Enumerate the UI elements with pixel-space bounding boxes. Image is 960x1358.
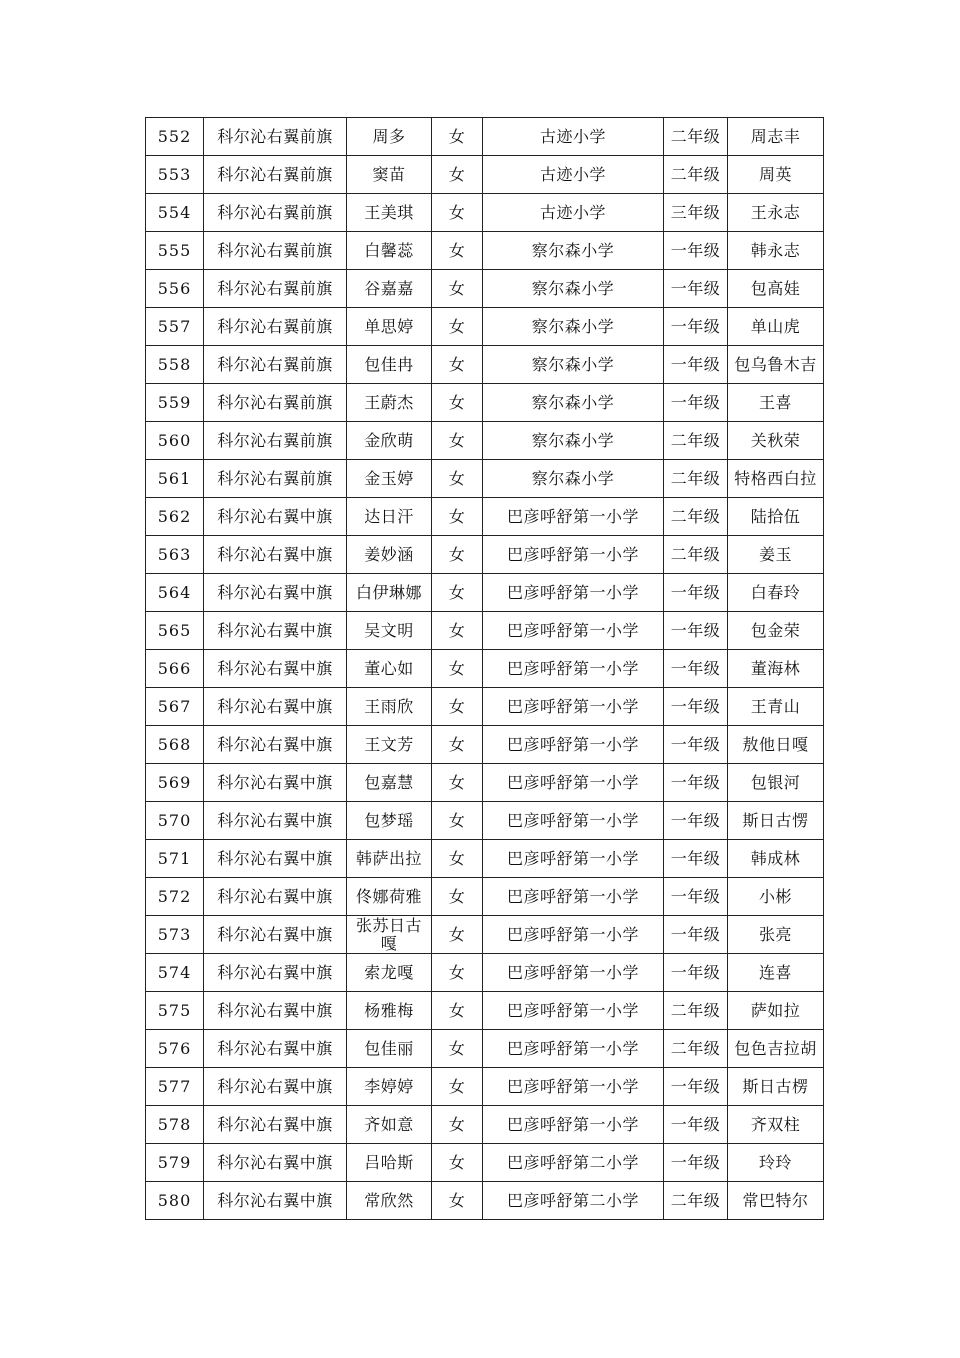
table-row	[146, 498, 824, 536]
school-cell: 古迹小学	[483, 156, 664, 194]
table-row	[146, 460, 824, 498]
county-cell: 科尔沁右翼中旗	[204, 916, 347, 954]
county-cell: 科尔沁右翼中旗	[204, 1144, 347, 1182]
school-cell: 巴彦呼舒第一小学	[483, 764, 664, 802]
grade-cell: 一年级	[664, 346, 728, 384]
guardian-name-cell: 姜玉	[728, 536, 824, 574]
table-row	[146, 650, 824, 688]
school-cell: 巴彦呼舒第二小学	[483, 1182, 664, 1220]
guardian-name-cell: 玲玲	[728, 1144, 824, 1182]
county-cell: 科尔沁右翼中旗	[204, 1106, 347, 1144]
student-name-cell: 金玉婷	[347, 460, 432, 498]
guardian-name-cell: 齐双柱	[728, 1106, 824, 1144]
row-number-cell: 579	[146, 1144, 204, 1182]
county-cell: 科尔沁右翼前旗	[204, 422, 347, 460]
school-cell: 察尔森小学	[483, 460, 664, 498]
guardian-name-cell: 周英	[728, 156, 824, 194]
gender-cell: 女	[432, 270, 483, 308]
county-cell: 科尔沁右翼中旗	[204, 726, 347, 764]
school-cell: 巴彦呼舒第一小学	[483, 992, 664, 1030]
guardian-name-cell: 包色吉拉胡	[728, 1030, 824, 1068]
table-row	[146, 308, 824, 346]
roster-body	[146, 118, 824, 1220]
table-row	[146, 1182, 824, 1220]
row-number-cell: 572	[146, 878, 204, 916]
grade-cell: 一年级	[664, 384, 728, 422]
grade-cell: 二年级	[664, 498, 728, 536]
school-cell: 巴彦呼舒第一小学	[483, 726, 664, 764]
student-name-cell: 包佳丽	[347, 1030, 432, 1068]
school-cell: 巴彦呼舒第一小学	[483, 498, 664, 536]
grade-cell: 一年级	[664, 650, 728, 688]
gender-cell: 女	[432, 118, 483, 156]
grade-cell: 一年级	[664, 1068, 728, 1106]
school-cell: 巴彦呼舒第一小学	[483, 1068, 664, 1106]
gender-cell: 女	[432, 194, 483, 232]
student-name-cell: 张苏日古嘎	[347, 916, 432, 954]
school-cell: 巴彦呼舒第二小学	[483, 1144, 664, 1182]
student-name-cell: 常欣然	[347, 1182, 432, 1220]
gender-cell: 女	[432, 1068, 483, 1106]
student-name-cell: 包嘉慧	[347, 764, 432, 802]
grade-cell: 一年级	[664, 688, 728, 726]
grade-cell: 一年级	[664, 1144, 728, 1182]
school-cell: 察尔森小学	[483, 308, 664, 346]
gender-cell: 女	[432, 384, 483, 422]
student-name-cell: 索龙嘎	[347, 954, 432, 992]
table-row	[146, 536, 824, 574]
guardian-name-cell: 关秋荣	[728, 422, 824, 460]
gender-cell: 女	[432, 536, 483, 574]
table-row	[146, 156, 824, 194]
guardian-name-cell: 韩永志	[728, 232, 824, 270]
row-number-cell: 569	[146, 764, 204, 802]
grade-cell: 一年级	[664, 802, 728, 840]
county-cell: 科尔沁右翼前旗	[204, 270, 347, 308]
gender-cell: 女	[432, 992, 483, 1030]
grade-cell: 二年级	[664, 422, 728, 460]
county-cell: 科尔沁右翼中旗	[204, 574, 347, 612]
student-name-cell: 包佳冉	[347, 346, 432, 384]
table-row	[146, 916, 824, 954]
table-row	[146, 194, 824, 232]
school-cell: 巴彦呼舒第一小学	[483, 536, 664, 574]
student-name-cell: 齐如意	[347, 1106, 432, 1144]
guardian-name-cell: 王喜	[728, 384, 824, 422]
school-cell: 巴彦呼舒第一小学	[483, 1030, 664, 1068]
school-cell: 察尔森小学	[483, 384, 664, 422]
gender-cell: 女	[432, 726, 483, 764]
row-number-cell: 558	[146, 346, 204, 384]
student-name-cell: 姜妙涵	[347, 536, 432, 574]
row-number-cell: 575	[146, 992, 204, 1030]
county-cell: 科尔沁右翼前旗	[204, 194, 347, 232]
row-number-cell: 559	[146, 384, 204, 422]
gender-cell: 女	[432, 346, 483, 384]
school-cell: 巴彦呼舒第一小学	[483, 574, 664, 612]
gender-cell: 女	[432, 650, 483, 688]
table-row	[146, 270, 824, 308]
grade-cell: 一年级	[664, 574, 728, 612]
table-row	[146, 840, 824, 878]
student-name-cell: 周多	[347, 118, 432, 156]
table-row	[146, 1106, 824, 1144]
county-cell: 科尔沁右翼前旗	[204, 118, 347, 156]
guardian-name-cell: 包银河	[728, 764, 824, 802]
gender-cell: 女	[432, 802, 483, 840]
table-row	[146, 802, 824, 840]
county-cell: 科尔沁右翼中旗	[204, 1068, 347, 1106]
grade-cell: 一年级	[664, 726, 728, 764]
row-number-cell: 563	[146, 536, 204, 574]
gender-cell: 女	[432, 460, 483, 498]
student-name-cell: 杨雅梅	[347, 992, 432, 1030]
grade-cell: 一年级	[664, 764, 728, 802]
table-row	[146, 612, 824, 650]
student-name-cell: 单思婷	[347, 308, 432, 346]
row-number-cell: 577	[146, 1068, 204, 1106]
county-cell: 科尔沁右翼前旗	[204, 232, 347, 270]
guardian-name-cell: 王青山	[728, 688, 824, 726]
table-row	[146, 384, 824, 422]
row-number-cell: 557	[146, 308, 204, 346]
guardian-name-cell: 萨如拉	[728, 992, 824, 1030]
gender-cell: 女	[432, 878, 483, 916]
gender-cell: 女	[432, 308, 483, 346]
county-cell: 科尔沁右翼中旗	[204, 878, 347, 916]
gender-cell: 女	[432, 764, 483, 802]
student-name-cell: 佟娜荷雅	[347, 878, 432, 916]
student-name-cell: 白馨蕊	[347, 232, 432, 270]
guardian-name-cell: 包高娃	[728, 270, 824, 308]
school-cell: 古迹小学	[483, 118, 664, 156]
table-row	[146, 1144, 824, 1182]
table-row	[146, 726, 824, 764]
student-name-cell: 王文芳	[347, 726, 432, 764]
student-name-cell: 李婷婷	[347, 1068, 432, 1106]
county-cell: 科尔沁右翼前旗	[204, 156, 347, 194]
gender-cell: 女	[432, 422, 483, 460]
school-cell: 巴彦呼舒第一小学	[483, 802, 664, 840]
gender-cell: 女	[432, 232, 483, 270]
student-name-cell: 吕哈斯	[347, 1144, 432, 1182]
table-row	[146, 346, 824, 384]
school-cell: 巴彦呼舒第一小学	[483, 1106, 664, 1144]
row-number-cell: 578	[146, 1106, 204, 1144]
guardian-name-cell: 小彬	[728, 878, 824, 916]
gender-cell: 女	[432, 688, 483, 726]
grade-cell: 一年级	[664, 878, 728, 916]
grade-cell: 二年级	[664, 118, 728, 156]
guardian-name-cell: 韩成林	[728, 840, 824, 878]
guardian-name-cell: 包乌鲁木吉	[728, 346, 824, 384]
row-number-cell: 574	[146, 954, 204, 992]
student-name-cell: 吴文明	[347, 612, 432, 650]
gender-cell: 女	[432, 954, 483, 992]
row-number-cell: 556	[146, 270, 204, 308]
school-cell: 巴彦呼舒第一小学	[483, 954, 664, 992]
school-cell: 巴彦呼舒第一小学	[483, 878, 664, 916]
table-row	[146, 954, 824, 992]
row-number-cell: 562	[146, 498, 204, 536]
guardian-name-cell: 斯日古楞	[728, 1068, 824, 1106]
county-cell: 科尔沁右翼中旗	[204, 992, 347, 1030]
row-number-cell: 564	[146, 574, 204, 612]
gender-cell: 女	[432, 1182, 483, 1220]
county-cell: 科尔沁右翼前旗	[204, 384, 347, 422]
row-number-cell: 553	[146, 156, 204, 194]
grade-cell: 二年级	[664, 156, 728, 194]
table-row	[146, 422, 824, 460]
county-cell: 科尔沁右翼前旗	[204, 346, 347, 384]
grade-cell: 二年级	[664, 1182, 728, 1220]
grade-cell: 一年级	[664, 270, 728, 308]
student-name-cell: 王雨欣	[347, 688, 432, 726]
school-cell: 察尔森小学	[483, 422, 664, 460]
row-number-cell: 570	[146, 802, 204, 840]
row-number-cell: 573	[146, 916, 204, 954]
grade-cell: 一年级	[664, 232, 728, 270]
table-row	[146, 878, 824, 916]
student-name-cell: 金欣萌	[347, 422, 432, 460]
gender-cell: 女	[432, 1144, 483, 1182]
student-name-cell: 韩萨出拉	[347, 840, 432, 878]
county-cell: 科尔沁右翼中旗	[204, 612, 347, 650]
student-name-cell: 白伊琳娜	[347, 574, 432, 612]
grade-cell: 二年级	[664, 536, 728, 574]
table-row	[146, 992, 824, 1030]
school-cell: 察尔森小学	[483, 232, 664, 270]
school-cell: 巴彦呼舒第一小学	[483, 916, 664, 954]
student-name-cell: 王美琪	[347, 194, 432, 232]
guardian-name-cell: 特格西白拉	[728, 460, 824, 498]
gender-cell: 女	[432, 612, 483, 650]
guardian-name-cell: 连喜	[728, 954, 824, 992]
guardian-name-cell: 斯日古愣	[728, 802, 824, 840]
gender-cell: 女	[432, 498, 483, 536]
student-name-cell: 谷嘉嘉	[347, 270, 432, 308]
gender-cell: 女	[432, 916, 483, 954]
guardian-name-cell: 陆拾伍	[728, 498, 824, 536]
table-row	[146, 574, 824, 612]
guardian-name-cell: 周志丰	[728, 118, 824, 156]
grade-cell: 一年级	[664, 612, 728, 650]
county-cell: 科尔沁右翼中旗	[204, 1030, 347, 1068]
row-number-cell: 560	[146, 422, 204, 460]
county-cell: 科尔沁右翼前旗	[204, 308, 347, 346]
guardian-name-cell: 包金荣	[728, 612, 824, 650]
guardian-name-cell: 王永志	[728, 194, 824, 232]
row-number-cell: 568	[146, 726, 204, 764]
county-cell: 科尔沁右翼中旗	[204, 688, 347, 726]
row-number-cell: 566	[146, 650, 204, 688]
student-name-cell: 达日汗	[347, 498, 432, 536]
guardian-name-cell: 董海林	[728, 650, 824, 688]
grade-cell: 一年级	[664, 308, 728, 346]
gender-cell: 女	[432, 156, 483, 194]
county-cell: 科尔沁右翼中旗	[204, 650, 347, 688]
guardian-name-cell: 常巴特尔	[728, 1182, 824, 1220]
student-name-cell: 王蔚杰	[347, 384, 432, 422]
row-number-cell: 571	[146, 840, 204, 878]
table-row	[146, 1068, 824, 1106]
county-cell: 科尔沁右翼中旗	[204, 954, 347, 992]
table-row	[146, 1030, 824, 1068]
county-cell: 科尔沁右翼中旗	[204, 802, 347, 840]
student-roster-table	[145, 117, 824, 1220]
table-row	[146, 118, 824, 156]
grade-cell: 二年级	[664, 1030, 728, 1068]
student-name-cell: 包梦瑶	[347, 802, 432, 840]
guardian-name-cell: 张亮	[728, 916, 824, 954]
gender-cell: 女	[432, 840, 483, 878]
table-row	[146, 232, 824, 270]
grade-cell: 一年级	[664, 1106, 728, 1144]
row-number-cell: 565	[146, 612, 204, 650]
county-cell: 科尔沁右翼中旗	[204, 536, 347, 574]
grade-cell: 二年级	[664, 460, 728, 498]
grade-cell: 一年级	[664, 840, 728, 878]
school-cell: 巴彦呼舒第一小学	[483, 688, 664, 726]
row-number-cell: 580	[146, 1182, 204, 1220]
school-cell: 巴彦呼舒第一小学	[483, 612, 664, 650]
school-cell: 巴彦呼舒第一小学	[483, 840, 664, 878]
row-number-cell: 561	[146, 460, 204, 498]
row-number-cell: 552	[146, 118, 204, 156]
guardian-name-cell: 单山虎	[728, 308, 824, 346]
guardian-name-cell: 敖他日嘎	[728, 726, 824, 764]
school-cell: 古迹小学	[483, 194, 664, 232]
row-number-cell: 576	[146, 1030, 204, 1068]
table-row	[146, 764, 824, 802]
school-cell: 察尔森小学	[483, 270, 664, 308]
row-number-cell: 554	[146, 194, 204, 232]
county-cell: 科尔沁右翼中旗	[204, 840, 347, 878]
school-cell: 察尔森小学	[483, 346, 664, 384]
gender-cell: 女	[432, 574, 483, 612]
county-cell: 科尔沁右翼中旗	[204, 1182, 347, 1220]
row-number-cell: 567	[146, 688, 204, 726]
grade-cell: 一年级	[664, 916, 728, 954]
table-row	[146, 688, 824, 726]
county-cell: 科尔沁右翼中旗	[204, 498, 347, 536]
guardian-name-cell: 白春玲	[728, 574, 824, 612]
gender-cell: 女	[432, 1030, 483, 1068]
student-name-cell: 董心如	[347, 650, 432, 688]
county-cell: 科尔沁右翼中旗	[204, 764, 347, 802]
county-cell: 科尔沁右翼前旗	[204, 460, 347, 498]
school-cell: 巴彦呼舒第一小学	[483, 650, 664, 688]
grade-cell: 三年级	[664, 194, 728, 232]
grade-cell: 一年级	[664, 954, 728, 992]
gender-cell: 女	[432, 1106, 483, 1144]
grade-cell: 二年级	[664, 992, 728, 1030]
student-name-cell: 窦苗	[347, 156, 432, 194]
row-number-cell: 555	[146, 232, 204, 270]
